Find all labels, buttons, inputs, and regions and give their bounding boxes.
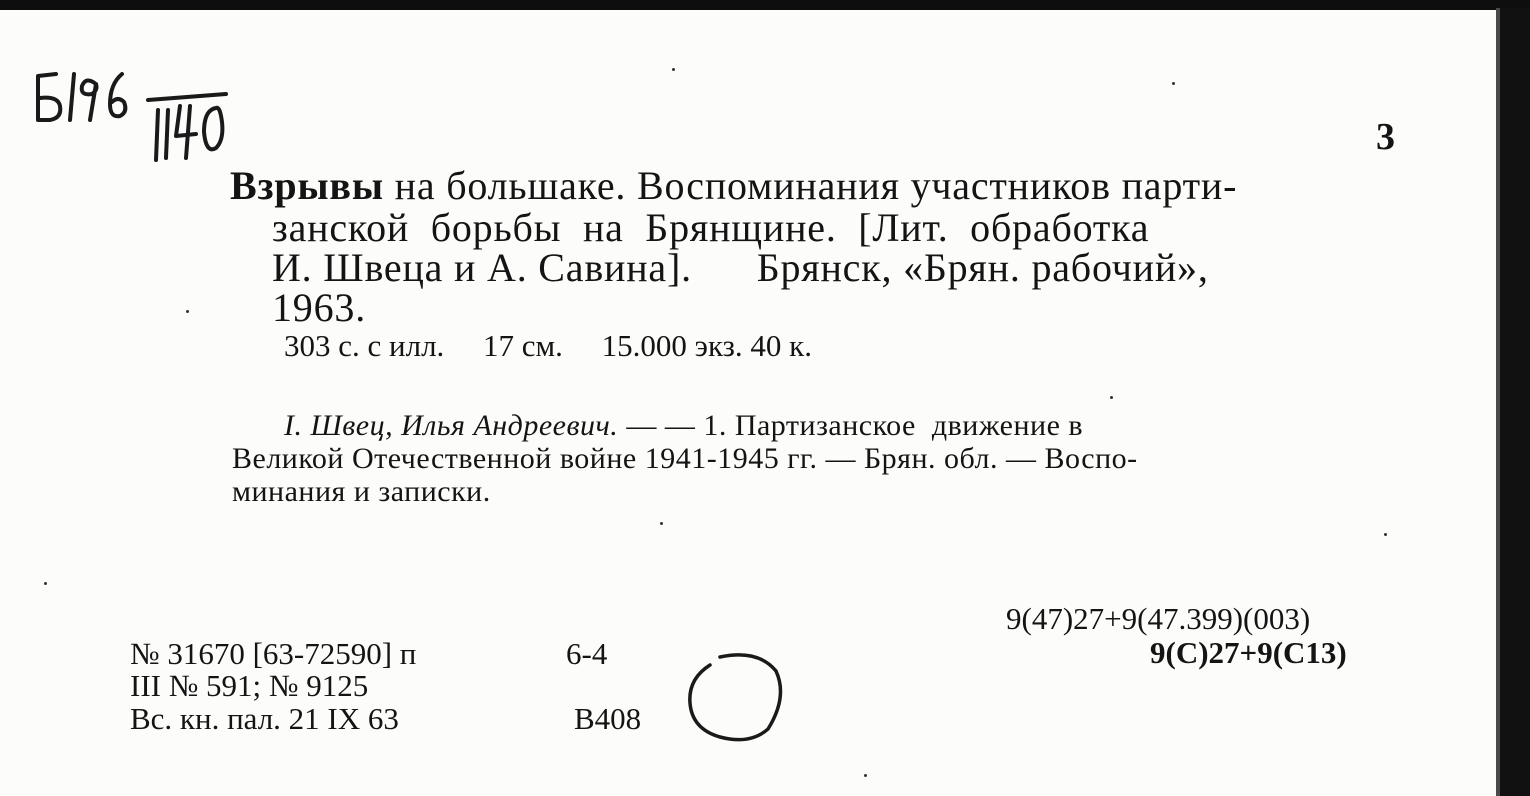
imprint-line-3: Вс. кн. пал. 21 IX 63 (130, 701, 399, 736)
card-number: 3 (1376, 116, 1395, 158)
subjects-line-3: минания и записки. (232, 475, 491, 508)
scan-speck (186, 310, 189, 313)
scan-speck (660, 522, 663, 525)
scan-speck (1172, 82, 1175, 85)
description-line-1 (230, 163, 1238, 208)
title-rest: на большаке. Воспоминания участников парти- (383, 163, 1238, 208)
scan-speck (1110, 396, 1113, 399)
physical-description: 303 с. с илл. 17 см. 15.000 экз. 40 к. (284, 328, 812, 363)
card-right-edge (1500, 8, 1530, 796)
author-tracing: I. Швец, Илья Андреевич. (284, 409, 619, 442)
imprint-line-2: III № 591; № 9125 (130, 668, 369, 703)
imprint-code: 6-4 (566, 636, 608, 671)
subjects-line-2: Великой Отечественной войне 1941-1945 гг. — Брян. обл. — Воспо- (232, 442, 1138, 475)
subjects-line-1 (284, 411, 1083, 441)
scan-speck (864, 774, 867, 777)
title-first-word: Взрывы (230, 163, 384, 208)
classification-code-2: 9(С)27+9(С13) (1150, 635, 1347, 670)
imprint-line-1: № 31670 [63-72590] п (130, 636, 417, 671)
classification-code-1: 9(47)27+9(47.399)(003) (1006, 601, 1311, 636)
description-line-3: И. Швеца и А. Савина]. Брянск, «Брян. рабочий», (272, 245, 1209, 290)
subject-heading-start: — — 1. Партизанское движение в (618, 409, 1084, 442)
order-number: В408 (574, 701, 642, 736)
description-line-4: 1963. (272, 285, 366, 330)
card-top-edge (0, 0, 1530, 10)
scan-speck (1384, 533, 1387, 536)
scan-speck (44, 582, 47, 585)
scan-speck (672, 68, 675, 71)
card-punch-hole (680, 645, 790, 750)
handwritten-shelfmark (30, 62, 240, 172)
description-line-2: занской борьбы на Брянщине. [Лит. обработка (272, 205, 1150, 250)
